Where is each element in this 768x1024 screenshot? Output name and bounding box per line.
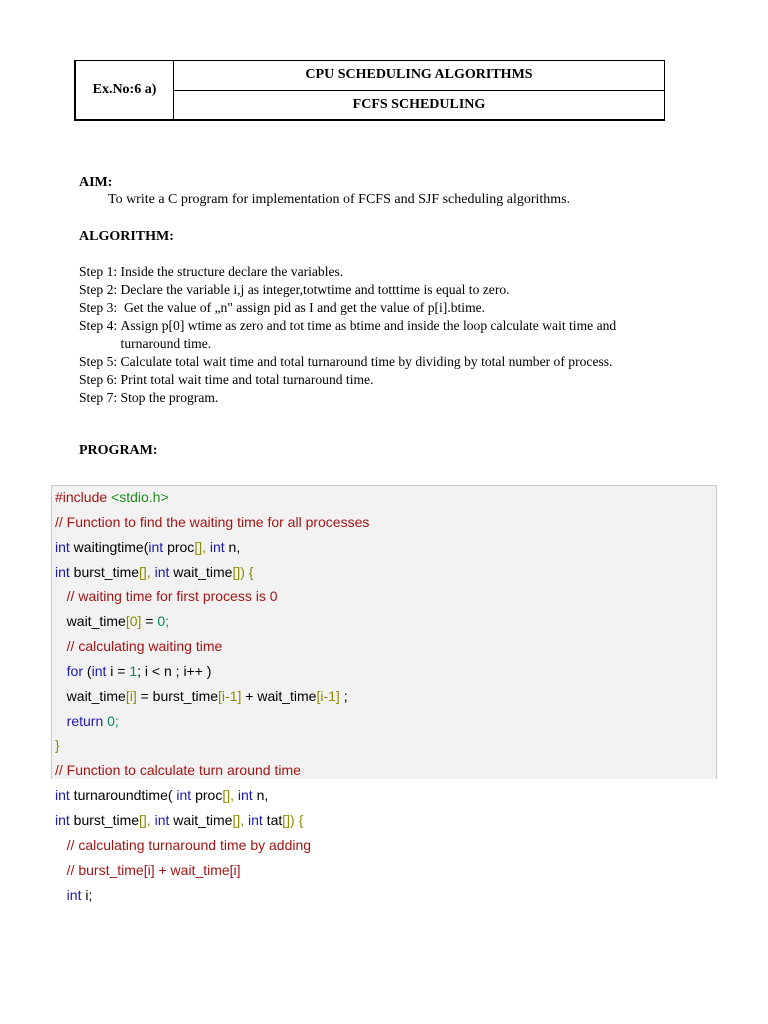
step-label: Step 6: [79, 372, 121, 387]
code-token: int [55, 563, 70, 580]
code-token: ; [339, 687, 348, 704]
step-label: Step 2: [79, 282, 121, 297]
code-token: turnaroundtime( [69, 787, 177, 804]
step-label: Step 4: [79, 318, 121, 333]
algorithm-step [79, 281, 669, 299]
algorithm-step [79, 263, 669, 281]
code-line [55, 808, 715, 833]
code-token: // Function to find the waiting time for all processes [55, 513, 370, 530]
code-line [55, 510, 715, 535]
code-token: #include [55, 489, 112, 505]
code-token: [], [232, 811, 245, 828]
step-label: Step 3: [79, 300, 124, 315]
algorithm-step [79, 299, 669, 317]
step-text: Print total wait time and total turnaround time. [120, 372, 374, 387]
code-block [55, 485, 715, 907]
code-token: int [209, 538, 225, 555]
code-token: [], [194, 538, 206, 555]
program-heading: PROGRAM: [79, 443, 158, 458]
code-token: int [154, 811, 170, 828]
code-token: int [66, 886, 82, 903]
code-line [55, 833, 715, 858]
code-token: wait_time [55, 613, 126, 630]
code-token: [i-1] [316, 687, 340, 704]
code-line [55, 609, 715, 634]
code-token: proc [163, 538, 195, 555]
code-token: = [141, 613, 158, 630]
code-line [55, 659, 715, 684]
code-token: [], [139, 563, 151, 580]
code-token: waitingtime( [69, 538, 149, 555]
code-token: wait_time [55, 687, 126, 704]
code-token: for [66, 662, 84, 679]
step-text: Declare the variable i,j as integer,totwtime and totttime is equal to zero. [120, 282, 510, 297]
code-token: tat [262, 811, 283, 828]
code-token: <stdio.h> [111, 489, 169, 505]
code-token: int [154, 563, 170, 580]
code-line [55, 758, 715, 783]
code-token: [], [139, 811, 151, 828]
step-label: Step 7: [79, 390, 121, 405]
code-token: i = [106, 662, 130, 679]
step-text: Assign p[0] wtime as zero and tot time as btime and inside the loop calculate wait time and turnaround time. [120, 318, 617, 351]
aim-heading: AIM: [79, 175, 113, 190]
code-token: burst_time [69, 811, 140, 828]
document-subtitle: FCFS SCHEDULING [352, 96, 486, 112]
code-line [55, 709, 715, 734]
code-token: []) { [232, 563, 254, 580]
code-token: int [148, 538, 164, 555]
algorithm-step [79, 371, 669, 389]
code-token: []) { [282, 811, 304, 828]
code-token [55, 713, 67, 729]
algorithm-steps [79, 263, 669, 407]
code-token: ; i < n ; i++ ) [137, 662, 212, 679]
code-token: wait_time [169, 563, 233, 580]
step-text: Calculate total wait time and total turnaround time by dividing by total number of process. [120, 354, 613, 369]
code-line [55, 684, 715, 709]
code-token: int [91, 662, 107, 679]
code-token: [], [222, 787, 234, 804]
code-token: // burst_time[i] + wait_time[i] [55, 861, 241, 878]
code-token: = burst_time [136, 687, 219, 704]
step-label: Step 1: [79, 264, 121, 279]
code-token: int [55, 538, 70, 555]
exercise-number: Ex.No:6 a) [76, 61, 174, 119]
code-line [55, 485, 715, 510]
code-token: int [248, 811, 263, 828]
code-token: proc [191, 787, 223, 804]
code-line [55, 733, 715, 758]
algorithm-step [79, 389, 669, 407]
step-label: Step 5: [79, 354, 121, 369]
header-titles [174, 61, 664, 119]
algorithm-heading: ALGORITHM: [79, 229, 174, 244]
code-line [55, 634, 715, 659]
code-token: // waiting time for first process is 0 [55, 588, 278, 605]
step-text: Inside the structure declare the variables. [120, 264, 344, 279]
code-line [55, 883, 715, 908]
code-token [55, 887, 67, 903]
code-token: wait_time [169, 811, 233, 828]
code-token: } [55, 737, 60, 754]
code-line [55, 560, 715, 585]
code-line [55, 858, 715, 883]
code-token: // Function to calculate turn around time [55, 762, 301, 779]
code-token: int [237, 787, 253, 804]
code-line [55, 783, 715, 808]
code-token: ( [83, 662, 92, 679]
code-token: [i-1] [218, 687, 242, 704]
code-token: return [66, 712, 104, 729]
code-token: [i] [125, 687, 137, 704]
code-token: int [176, 787, 192, 804]
code-token: 0; [157, 613, 170, 630]
code-token: 0; [107, 712, 119, 729]
code-token: int [55, 787, 70, 804]
header-table [74, 60, 665, 121]
code-token: int [55, 811, 70, 828]
code-token: // calculating turnaround time by adding [55, 836, 312, 853]
code-token: // calculating waiting time [55, 638, 223, 655]
code-token [55, 663, 67, 679]
code-token: n, [224, 538, 241, 555]
document-title: CPU SCHEDULING ALGORITHMS [174, 61, 664, 91]
code-token: 1 [129, 662, 138, 679]
code-line [55, 584, 715, 609]
code-token: + wait_time [241, 687, 317, 704]
code-token: burst_time [69, 563, 140, 580]
code-token: [0] [125, 613, 142, 630]
code-token: i; [81, 886, 93, 903]
algorithm-step [79, 353, 669, 371]
aim-text: To write a C program for implementation of FCFS and SJF scheduling algorithms. [108, 192, 571, 207]
step-text: Get the value of „n" assign pid as I and get the value of p[i].btime. [123, 300, 486, 315]
algorithm-step [79, 317, 669, 353]
step-text: Stop the program. [120, 390, 219, 405]
code-token: n, [252, 787, 269, 804]
code-line [55, 535, 715, 560]
